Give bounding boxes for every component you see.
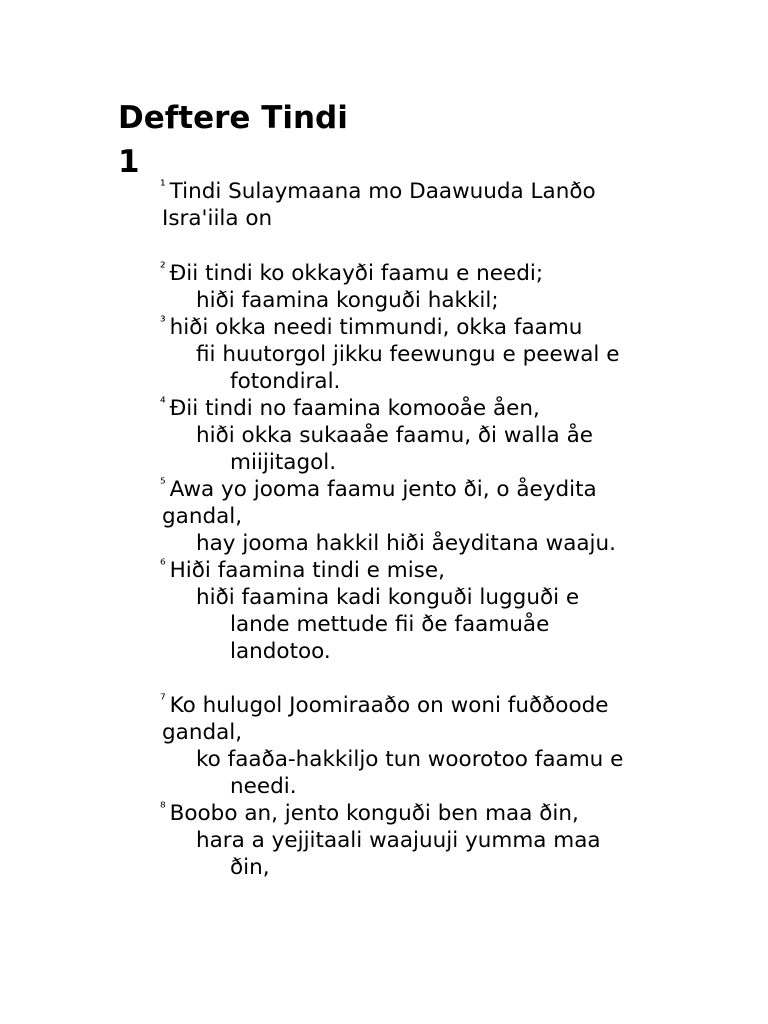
verse-2-line-1 [160,260,543,290]
verse-7-line-3: ko faaða-hakkiljo tun woorotoo faamu e [196,747,624,772]
verse-number: ⁶ [160,557,166,573]
verse-5-line-3: hay jooma hakkil hiði åeyditana waaju. [196,531,616,556]
verse-8-line-1 [160,800,579,830]
verse-number: ⁸ [160,800,166,816]
verse-4-line-2: hiði okka sukaaåe faamu, ði walla åe [196,423,593,448]
verse-number: ⁵ [160,476,166,492]
verse-number: ² [160,260,166,276]
verse-6-line-2: hiði faamina kadi konguði lugguði e [196,585,580,610]
verse-7-line-1 [160,692,608,722]
verse-number: ⁷ [160,692,166,708]
verse-8-line-2: hara a yejjitaali waajuuji yumma maa [196,828,601,853]
verse-4-line-1 [160,395,540,425]
verse-7-line-2: gandal, [162,720,243,745]
verse-3-line-1 [160,314,582,344]
verse-6-line-3: lande mettude fii ðe faamuåe [230,612,550,637]
verse-4-line-3: miijitagol. [230,450,337,475]
verse-1-line-1 [160,178,596,208]
verse-7-line-4: needi. [230,774,297,799]
book-title: Deftere Tindi [118,100,348,136]
verse-text: Ðii tindi ko okkayði faamu e needi; [169,261,544,286]
verse-number: ³ [160,314,166,330]
verse-6-line-4: landotoo. [230,639,331,664]
verse-text: Hiði faamina tindi e mise, [169,558,445,583]
verse-number: ⁴ [160,395,166,411]
verse-3-line-3: fotondiral. [230,369,341,394]
verse-3-line-2: fii huutorgol jikku feewungu e peewal e [196,342,620,367]
verse-5-line-2: gandal, [162,504,243,529]
verse-text: Boobo an, jento konguði ben maa ðin, [169,801,579,826]
verse-text: Ðii tindi no faamina komooåe åen, [169,396,540,421]
verse-5-line-1 [160,476,597,506]
verse-2-line-2: hiði faamina konguði hakkil; [196,288,499,313]
verse-8-line-3: ðin, [230,855,270,880]
verse-number: ¹ [160,178,166,194]
verse-text: Tindi Sulaymaana mo Daawuuda Lanðo [169,179,596,204]
verse-text: hiði okka needi timmundi, okka faamu [169,315,583,340]
verse-1-line-2: Isra'iila on [162,206,273,231]
verse-6-line-1 [160,557,445,587]
verse-text: Ko hulugol Joomiraaðo on woni fuððoode [169,693,609,718]
chapter-number: 1 [118,144,140,180]
verse-text: Awa yo jooma faamu jento ði, o åeydita [169,477,597,502]
